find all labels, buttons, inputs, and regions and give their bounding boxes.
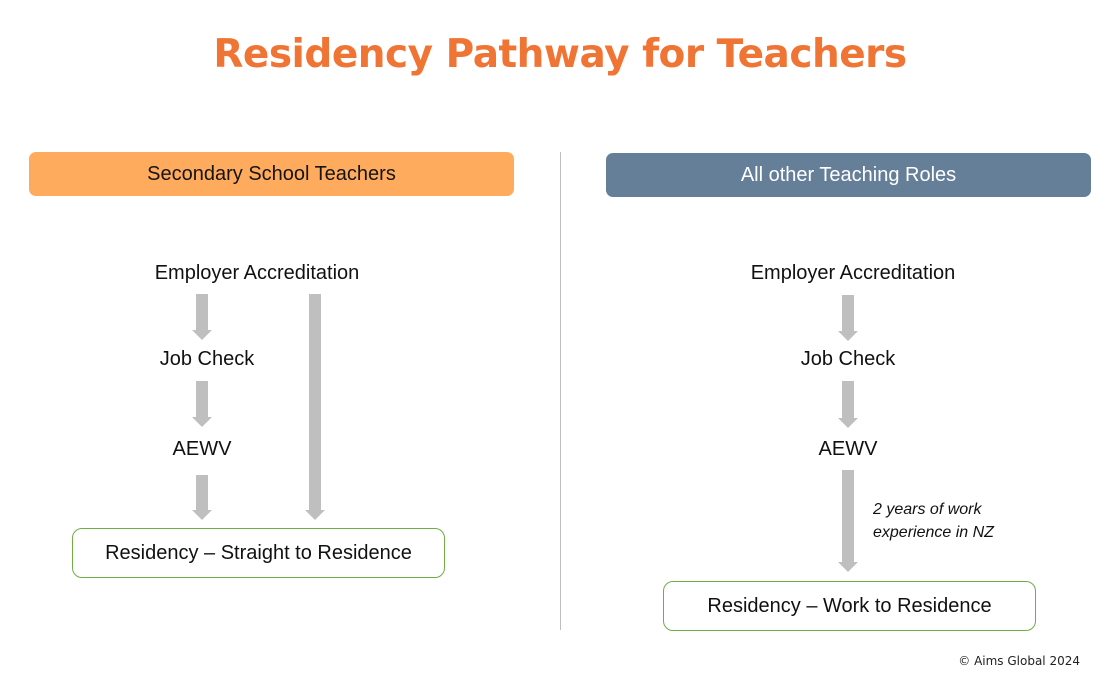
page-title: Residency Pathway for Teachers	[213, 32, 907, 77]
long-down-arrow-icon	[838, 470, 858, 572]
all-other-teaching-roles-header	[606, 153, 1091, 197]
long-down-arrow-icon	[305, 294, 325, 520]
left-step-aewv: AEWV	[172, 438, 232, 460]
column-divider	[560, 152, 561, 630]
header-label: Secondary School Teachers	[147, 162, 396, 185]
note-line-1: 2 years of work	[873, 501, 982, 518]
down-arrow-icon	[838, 295, 858, 341]
down-arrow-icon	[192, 294, 212, 340]
copyright-notice: © Aims Global 2024	[958, 654, 1080, 668]
down-arrow-icon	[838, 381, 858, 428]
result-label: Residency – Work to Residence	[707, 594, 992, 617]
left-step-employer-accreditation: Employer Accreditation	[154, 262, 360, 284]
header-label: All other Teaching Roles	[740, 163, 957, 186]
result-label: Residency – Straight to Residence	[105, 541, 412, 564]
result-straight-to-residence	[72, 528, 445, 578]
result-work-to-residence	[663, 581, 1036, 631]
down-arrow-icon	[192, 381, 212, 427]
down-arrow-icon	[192, 475, 212, 520]
right-step-job-check: Job Check	[800, 348, 896, 370]
right-step-aewv: AEWV	[818, 438, 878, 460]
left-step-job-check: Job Check	[159, 348, 255, 370]
right-step-employer-accreditation: Employer Accreditation	[750, 262, 956, 284]
work-experience-note	[873, 498, 994, 544]
note-line-2: experience in NZ	[873, 524, 994, 541]
secondary-school-teachers-header	[29, 152, 514, 196]
